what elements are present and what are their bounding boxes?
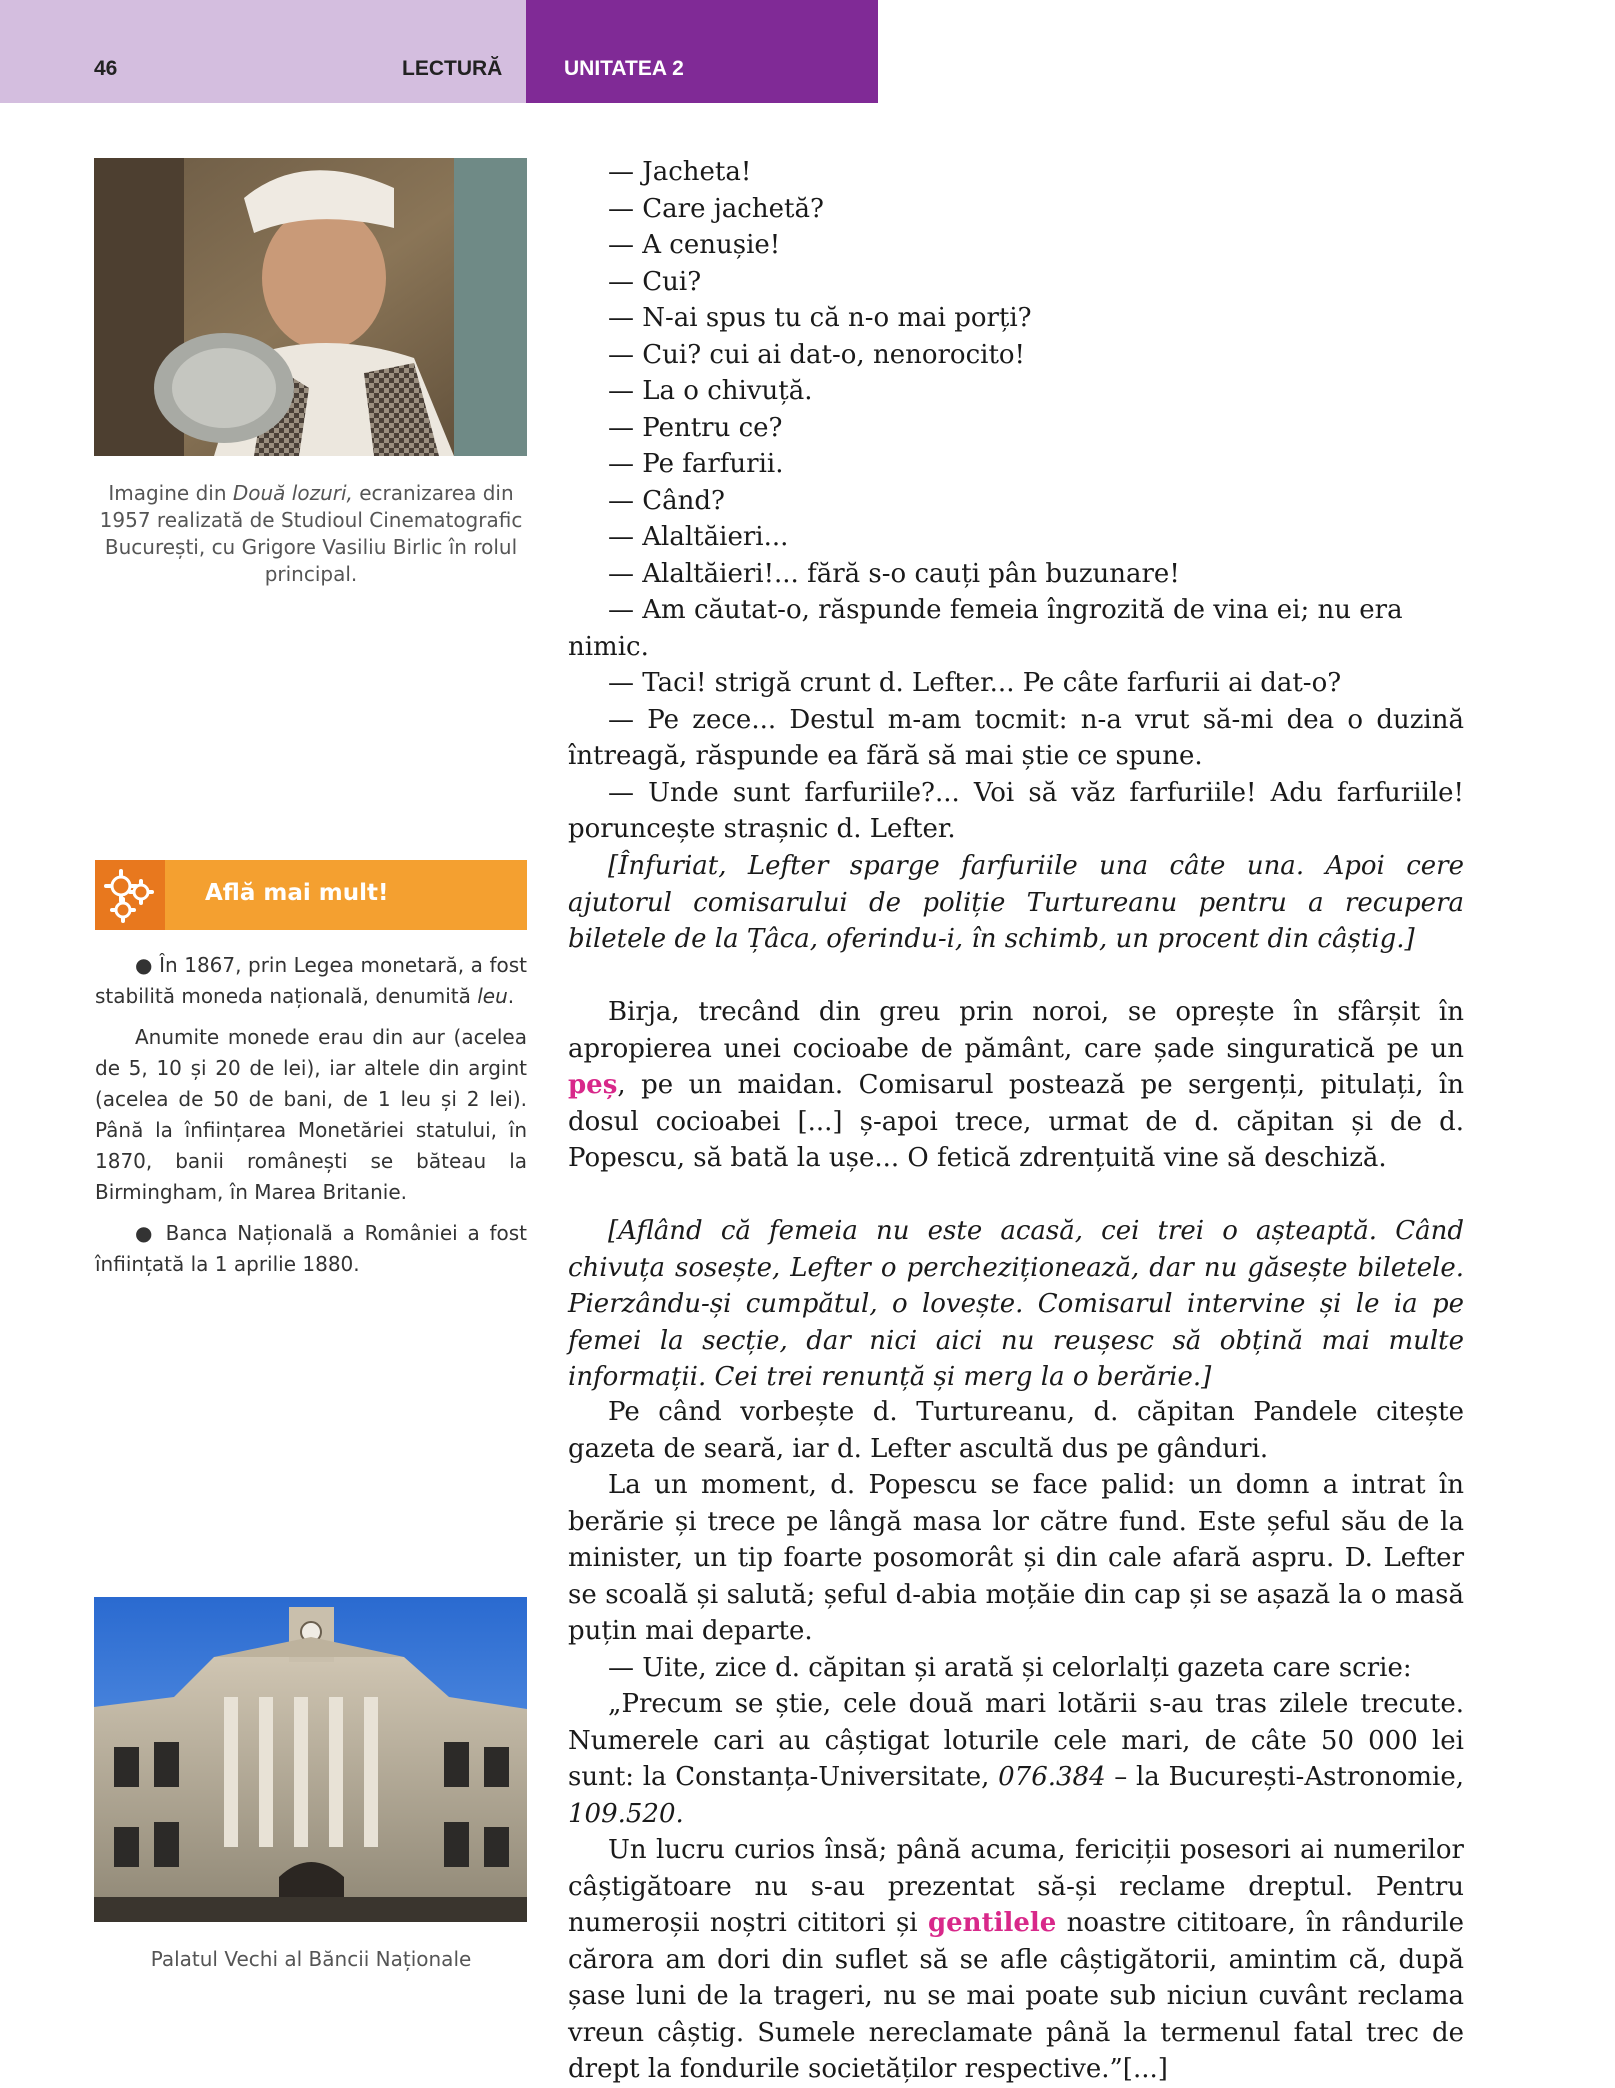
dialogue-line: — Alaltăieri!... fără s-o cauți pân buzunare! (608, 558, 1180, 589)
learn-more-banner (95, 860, 527, 930)
dialogue-line: — La o chivuță. (608, 376, 813, 406)
learn-more-text (95, 950, 527, 1290)
summary-note-1: [Înfuriat, Lefter sparge farfuriile una câte una. Apoi cere ajutorul comisarului de poliție Turtureanu pentru a recupera biletele de la Țâca, oferindu-i, în schimb, un procent din câștig.] (568, 851, 1464, 954)
dialogue-line: — N-ai spus tu că n-o mai porți? (608, 303, 1032, 333)
header-left-band (0, 0, 526, 103)
dialogue-line: — Unde sunt farfuriile?... Voi să văz farfuriile! Adu farfuriile! poruncește strașnic d. Lefter. (568, 777, 1464, 844)
sidebar-paragraph: Anumite monede erau din aur (acelea de 5, 10 și 20 de lei), iar altele din argint (acelea de 50 de bani, de 1 leu și 2 lei). Până la înființarea Monetăriei statului, în 1870, banii românești se băteau la Birmingham, în Marea Britanie. (95, 1025, 527, 1204)
paragraph-birja: Birja, trecând din greu prin noroi, se oprește în sfârșit în apropierea unei cocioabe de pământ, care șade singuratică pe un peș, pe un maidan. Comisarul postează pe sergenți, pitulați, în dosul cocioabei [...] ș-apoi trece, urmat de d. căpitan și de d. Popescu, să bată la ușe... O fetică zdrențuită vine să deschiză. (568, 997, 1464, 1173)
newspaper-quote: „Precum se știe, cele două mari lotării s-au tras zilele trecute. Numerele cari au câștigat loturile cele mari, de câte 50 000 lei sunt: la Constanța-Universitate, 076.384 – la București-Astronomie, 109.520. (568, 1689, 1464, 1829)
glossary-word-pes[interactable]: peș (568, 1070, 618, 1100)
dialogue-line: — Taci! strigă crunt d. Lefter... Pe câte farfurii ai dat-o? (608, 668, 1342, 698)
national-bank-image (94, 1597, 527, 1922)
newspaper-quote-end: Un lucru curios însă; până acuma, fericiții posesori ai numerilor câștigătoare nu s-au prezentat să-și reclame dreptul. Pentru numeroșii noștri cititori și gentilele noastre cititoare, în rândurile cărora am dori din suflet să se afle câștigătorii, amintim că, după șase luni de la trageri, nu se mai poate sub niciun cuvânt reclama vreun câștig. Sumele nereclamate până la termenul fatal trec de drept la fondurile societăților respective.”[...] (568, 1835, 1464, 2084)
film-still-image (94, 158, 527, 456)
dialogue-line: — Am căutat-o, răspunde femeia îngrozită de vina ei; nu era nimic. (568, 595, 1403, 662)
dialogue-line: — Alaltăieri... (608, 522, 789, 552)
dialogue-line: — Care jachetă? (608, 193, 824, 224)
dialogue-line: — Pe zece... Destul m-am tocmit: n-a vrut să-mi dea o duzină întreagă, răspunde ea fără să mai știe ce spune. (568, 704, 1464, 771)
learn-more-title: Află mai mult! (205, 880, 389, 906)
caption-film-title: Două lozuri, (232, 481, 353, 505)
dialogue-line: — Când? (608, 485, 725, 516)
dialogue-line: — Pe farfurii. (608, 449, 784, 479)
summary-note-2: [Aflând că femeia nu este acasă, cei trei o așteaptă. Când chivuța sosește, Lefter o percheziționează, dar nu găsește biletele. Pierzându-și cumpătul, o lovește. Comisarul intervine și le ia pe femei la secție, dar nici aici nu reușesc să obțină mai multe informații. Cei trei renunță și merg la o berărie.] (568, 1216, 1464, 1392)
dialogue-line: — Cui? (608, 266, 702, 297)
national-bank-caption: Palatul Vechi al Băncii Naționale (150, 1947, 472, 1971)
film-still-caption (95, 480, 527, 588)
dialogue-line: — Cui? cui ai dat-o, nenorocito! (608, 339, 1025, 370)
dialogue-line: — A cenușie! (608, 230, 781, 260)
page-number: 46 (94, 57, 118, 80)
glossary-word-gentilele[interactable]: gentilele (927, 1908, 1057, 1938)
caption-text: Imagine din (108, 481, 233, 505)
section-title: LECTURĂ (402, 57, 503, 80)
dialogue-line: — Jacheta! (608, 157, 752, 187)
caption-text-rest: ecranizarea din 1957 realizată de Studioul Cinematografic București, cu Grigore Vasiliu Birlic în rolul principal. (99, 481, 523, 586)
header-right-band (526, 0, 878, 103)
unit-title: UNITATEA 2 (564, 57, 684, 80)
sidebar-paragraph: ● Banca Națională a României a fost înființată la 1 aprilie 1880. (95, 1221, 527, 1276)
lottery-number: 076.384 (998, 1762, 1106, 1792)
dialogue-block (568, 154, 1464, 848)
dialogue-line: — Pentru ce? (608, 412, 783, 443)
lottery-number: 109.520. (568, 1798, 684, 1829)
paragraph-berarie: Pe când vorbește d. Turtureanu, d. căpitan Pandele citește gazeta de seară, iar d. Lefter ascultă dus pe gânduri. La un moment, d. Popescu se face palid: un domn a intrat în berărie și trece pe lângă masa lor către fund. Este șeful său de la minister, un tip foarte posomorât și din cale afară aspru. D. Lefter se scoală și salută; șeful d-abia moțăie din cap și se așază la o masă puțin mai departe. — Uite, zice d. căpitan și arată și celorlalți gazeta care scrie: „Precum se știe, cele două mari lotării s-au tras zilele trecute. Numerele cari au câștigat loturile cele mari, de câte 50 000 lei sunt: la Constanța-Universitate, 076.384 – la București-Astronomie, 109.520. Un lucru curios însă; până acuma, fericiții posesori ai numerilor câștigătoare nu s-au prezentat să-și reclame dreptul. Pentru numeroșii noștri cititori și gentilele noastre cititoare, în rândurile cărora am dori din suflet să se afle câștigătorii, amintim că, după șase luni de la trageri, nu se mai poate sub niciun cuvânt reclama vreun câștig. Sumele nereclamate până la termenul fatal trec de drept la fondurile societăților respective.”[...] (568, 1394, 1464, 2088)
gears-icon (95, 860, 165, 930)
sidebar-paragraph: ● În 1867, prin Legea monetară, a fost stabilită moneda națională, denumită leu. (95, 953, 527, 1008)
